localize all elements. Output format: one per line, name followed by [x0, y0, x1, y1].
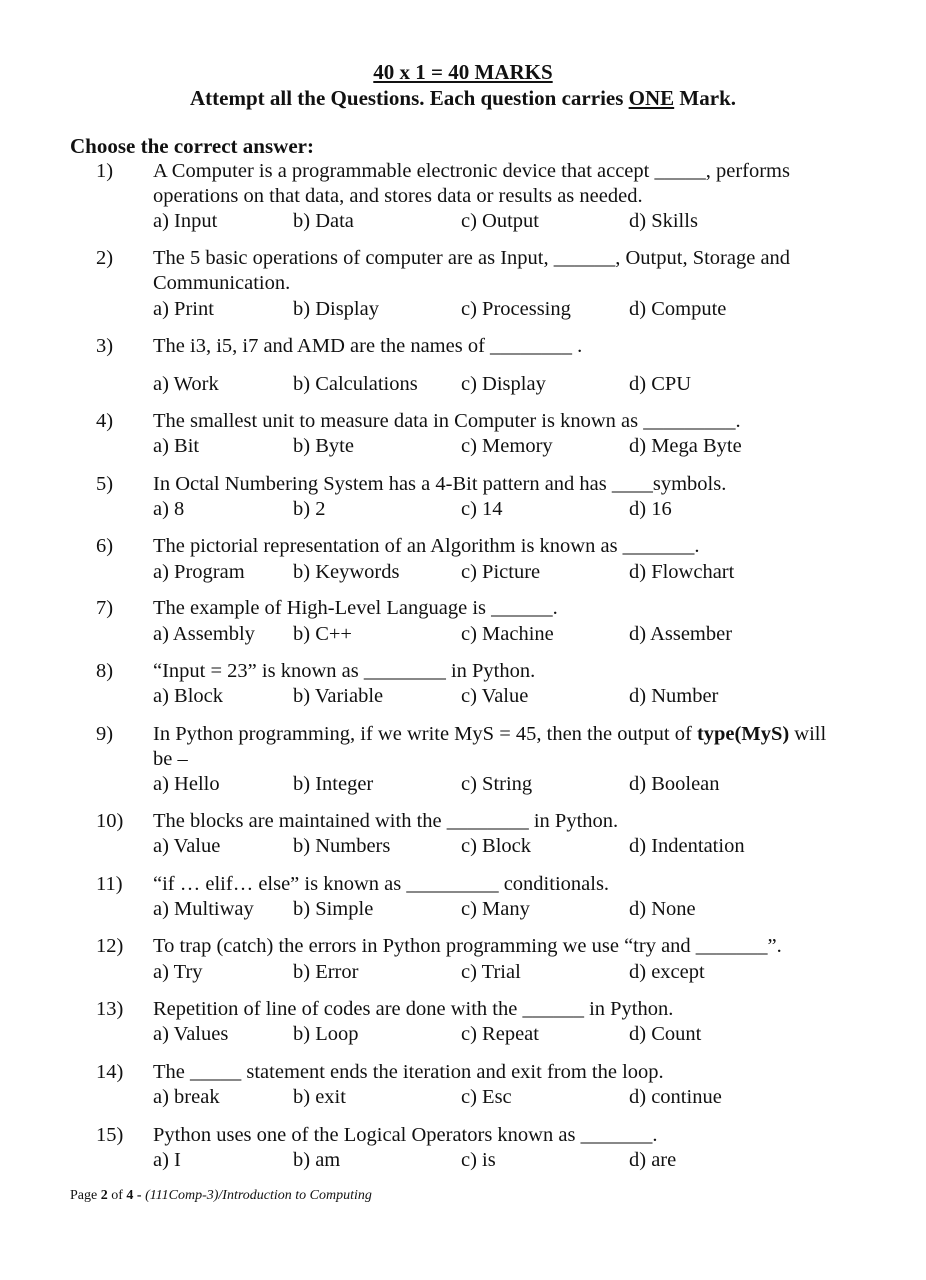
option-d: d) None: [629, 898, 696, 920]
footer-page-total: 4: [126, 1188, 134, 1203]
instruction-heading: [0, 86, 926, 111]
question-number: 10): [96, 810, 124, 832]
option-c: c) Processing: [461, 298, 571, 320]
option-c: c) Trial: [461, 961, 521, 983]
option-b: b) Display: [293, 298, 379, 320]
option-c: c) Many: [461, 898, 530, 920]
question-text: In Octal Numbering System has a 4-Bit pattern and has ____symbols.: [153, 473, 727, 495]
option-b: b) Variable: [293, 685, 384, 707]
question-text: “if … elif… else” is known as _________ conditionals.: [153, 873, 610, 895]
question-number: 9): [96, 723, 114, 745]
question-number: 14): [96, 1061, 124, 1083]
option-c: c) Repeat: [461, 1023, 539, 1045]
option-b: b) Loop: [293, 1023, 359, 1045]
option-c: c) String: [461, 773, 533, 795]
option-a: a) I: [153, 1149, 181, 1171]
option-d: d) Assember: [629, 623, 733, 645]
footer-page-of: of: [107, 1188, 127, 1203]
option-c: c) Memory: [461, 435, 553, 457]
options-row: [153, 622, 843, 647]
options-row: [153, 684, 843, 709]
instruction-emphasis: ONE: [628, 86, 675, 110]
options-row: [153, 1085, 843, 1110]
options-row: [153, 1022, 843, 1047]
option-d: d) Flowchart: [629, 561, 735, 583]
option-c: c) Display: [461, 373, 546, 395]
question-text: A Computer is a programmable electronic device that accept _____, performs operations on that data, and stores data or results as needed.: [153, 160, 790, 207]
option-c: c) Picture: [461, 561, 541, 583]
question-text: “Input = 23” is known as ________ in Python.: [153, 660, 536, 682]
options-row: [153, 772, 843, 797]
question-text: Repetition of line of codes are done with the ______ in Python.: [153, 998, 674, 1020]
option-d: d) except: [629, 961, 705, 983]
option-c: c) Output: [461, 210, 539, 232]
options-row: [153, 434, 843, 459]
question-text-post: will be –: [153, 723, 827, 770]
question-text: [153, 722, 843, 772]
question-number: 11): [96, 873, 123, 895]
option-a: a) break: [153, 1086, 220, 1108]
question-number: 6): [96, 535, 114, 557]
option-a: a) Try: [153, 961, 203, 983]
option-a: a) Value: [153, 835, 221, 857]
option-b: b) Byte: [293, 435, 354, 457]
question-text: The pictorial representation of an Algorithm is known as _______.: [153, 535, 700, 557]
question-number: 15): [96, 1124, 124, 1146]
question-text-code: type(MyS): [696, 723, 790, 745]
option-b: b) Simple: [293, 898, 374, 920]
footer-page-current: 2: [100, 1188, 108, 1203]
question-number: 8): [96, 660, 114, 682]
option-a: a) Block: [153, 685, 224, 707]
options-row: [153, 1148, 843, 1173]
option-d: d) continue: [629, 1086, 722, 1108]
options-row: [153, 834, 843, 859]
option-a: a) Work: [153, 373, 219, 395]
option-d: d) Boolean: [629, 773, 720, 795]
option-c: c) Value: [461, 685, 529, 707]
option-b: b) C++: [293, 623, 352, 645]
option-d: d) are: [629, 1149, 677, 1171]
option-a: a) Multiway: [153, 898, 254, 920]
option-d: d) 16: [629, 498, 672, 520]
option-b: b) Integer: [293, 773, 374, 795]
footer-page-label: Page: [70, 1188, 101, 1203]
option-d: d) Skills: [629, 210, 698, 232]
marks-heading: 40 x 1 = 40 MARKS: [373, 60, 553, 84]
question-number: 7): [96, 597, 114, 619]
options-row: [153, 372, 843, 397]
question-text: The smallest unit to measure data in Computer is known as _________.: [153, 410, 741, 432]
question-text: The i3, i5, i7 and AMD are the names of ________ .: [153, 335, 583, 357]
section-heading: Choose the correct answer:: [70, 134, 314, 158]
question-text: The example of High-Level Language is ______.: [153, 597, 558, 619]
question-number: 13): [96, 998, 124, 1020]
options-row: [153, 209, 843, 234]
question-text: Python uses one of the Logical Operators known as _______.: [153, 1124, 658, 1146]
option-a: a) Input: [153, 210, 218, 232]
option-b: b) Data: [293, 210, 354, 232]
question-text: To trap (catch) the errors in Python programming we use “try and _______”.: [153, 935, 782, 957]
options-row: [153, 497, 843, 522]
options-row: [153, 560, 843, 585]
question-number: 1): [96, 160, 114, 182]
options-row: [153, 297, 843, 322]
option-d: d) Compute: [629, 298, 727, 320]
question-text: The _____ statement ends the iteration and exit from the loop.: [153, 1061, 664, 1083]
option-d: d) Number: [629, 685, 719, 707]
option-b: b) exit: [293, 1086, 346, 1108]
option-d: d) Indentation: [629, 835, 745, 857]
option-c: c) Block: [461, 835, 532, 857]
option-a: a) Bit: [153, 435, 200, 457]
option-b: b) Calculations: [293, 373, 418, 395]
option-b: b) 2: [293, 498, 326, 520]
page-footer: [70, 1188, 372, 1204]
question-text: The 5 basic operations of computer are as Input, ______, Output, Storage and Communication.: [153, 247, 791, 294]
option-a: a) Program: [153, 561, 245, 583]
option-c: c) Machine: [461, 623, 554, 645]
instruction-pre: Attempt all the Questions. Each question carries: [190, 86, 629, 110]
option-a: a) Values: [153, 1023, 229, 1045]
option-b: b) Numbers: [293, 835, 391, 857]
option-a: a) Hello: [153, 773, 220, 795]
footer-separator: -: [133, 1188, 146, 1203]
question-number: 2): [96, 247, 114, 269]
option-b: b) Error: [293, 961, 359, 983]
option-a: a) Print: [153, 298, 214, 320]
option-c: c) 14: [461, 498, 503, 520]
question-number: 4): [96, 410, 114, 432]
option-a: a) Assembly: [153, 623, 255, 645]
option-d: d) Mega Byte: [629, 435, 742, 457]
option-c: c) is: [461, 1149, 496, 1171]
options-row: [153, 960, 843, 985]
question-number: 5): [96, 473, 114, 495]
option-d: d) Count: [629, 1023, 702, 1045]
question-number: 12): [96, 935, 124, 957]
option-c: c) Esc: [461, 1086, 512, 1108]
question-text: The blocks are maintained with the ________ in Python.: [153, 810, 619, 832]
instruction-post: Mark.: [674, 86, 736, 110]
option-b: b) am: [293, 1149, 341, 1171]
question-number: 3): [96, 335, 114, 357]
question-text-pre: In Python programming, if we write MyS = 45, then the output of: [153, 723, 697, 745]
footer-course: (111Comp-3)/Introduction to Computing: [145, 1188, 372, 1203]
option-d: d) CPU: [629, 373, 692, 395]
option-b: b) Keywords: [293, 561, 400, 583]
options-row: [153, 897, 843, 922]
option-a: a) 8: [153, 498, 185, 520]
